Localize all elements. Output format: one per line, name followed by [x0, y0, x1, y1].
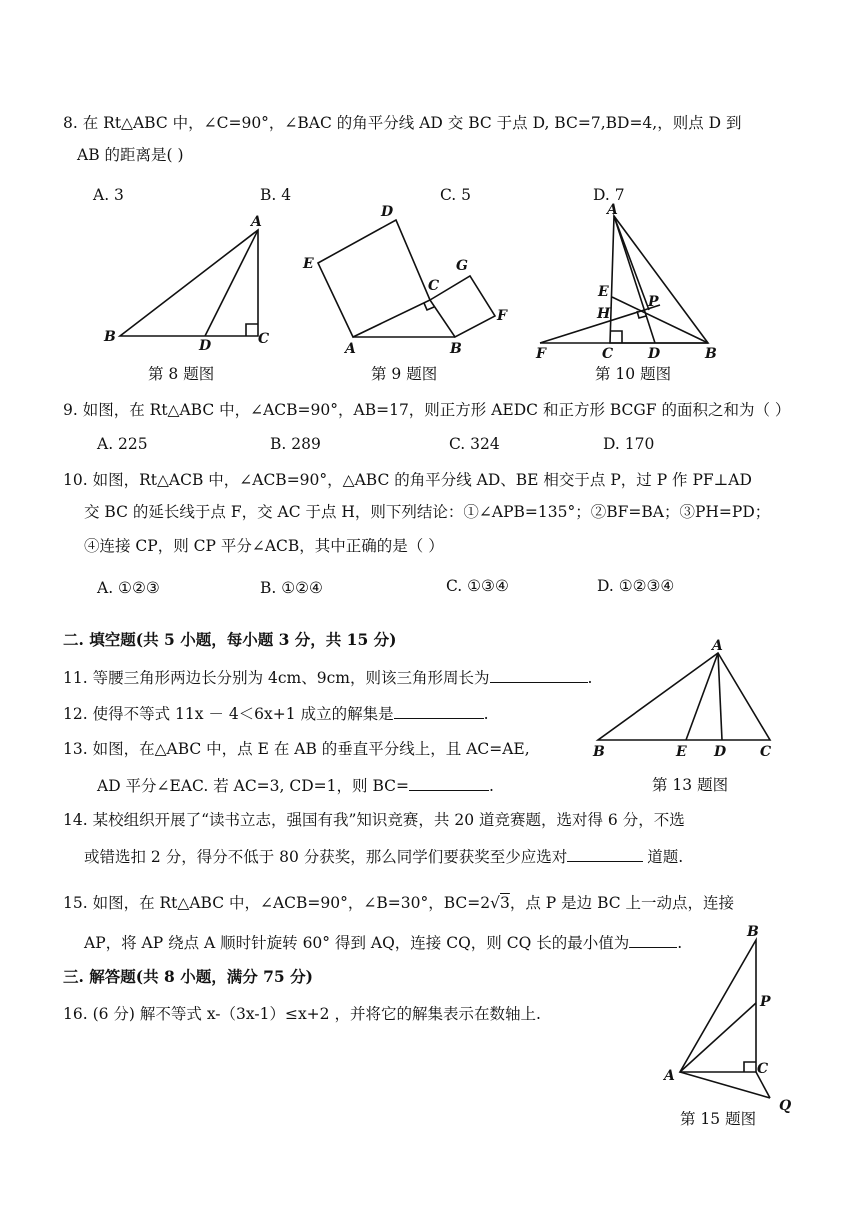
q13-line1: 13. 如图，在△ABC 中，点 E 在 AB 的垂直平分线上，且 AC=AE,	[63, 740, 530, 758]
fig8-label-a: A	[251, 214, 262, 230]
q11-text: 11. 等腰三角形两边长分别为 4cm、9cm，则该三角形周长为	[63, 669, 490, 687]
q10-line1: 10. 如图，Rt△ACB 中，∠ACB=90°，△ABC 的角平分线 AD、BE 相交于点 P，过 P 作 PF⊥AD	[63, 471, 752, 489]
fig15-label-p: P	[760, 994, 771, 1010]
q14-end: 道题.	[647, 848, 684, 866]
q13-end: .	[488, 777, 494, 795]
fig8-label-d: D	[199, 338, 212, 354]
q10-line2: 交 BC 的延长线于点 F，交 AC 于点 H，则下列结论：①∠APB=135°；②BF=BA；③PH=PD；	[84, 503, 771, 521]
fig10-label-b: B	[705, 346, 717, 362]
q15-line1: 15. 如图，在 Rt△ABC 中，∠ACB=90°，∠B=30°，BC=2√3，点 P 是边 BC 上一动点，连接	[63, 894, 735, 912]
q8-option-c: C. 5	[440, 186, 472, 204]
q10-line3: ④连接 CP，则 CP 平分∠ACB，其中正确的是（ ）	[84, 537, 444, 555]
fig8-caption: 第 8 题图	[148, 365, 215, 383]
q10-option-a: A. ①②③	[97, 579, 160, 597]
q12-end: .	[483, 705, 489, 723]
fig9-label-f: F	[497, 308, 507, 324]
fig8-label-b: B	[104, 329, 116, 345]
q16-line: 16. (6 分) 解不等式 x-（3x-1）≤x+2 ，并将它的解集表示在数轴上.	[63, 1005, 541, 1023]
fig13-caption: 第 13 题图	[652, 776, 729, 794]
q9-option-c: C. 324	[449, 435, 500, 453]
fig13-label-d: D	[714, 744, 727, 760]
fig15-label-c: C	[757, 1061, 769, 1077]
fig10-caption: 第 10 题图	[595, 365, 672, 383]
fig8-label-c: C	[258, 331, 270, 347]
fig10-label-a: A	[607, 202, 618, 218]
fig13-label-c: C	[760, 744, 772, 760]
q10-option-c: C. ①③④	[446, 577, 509, 595]
fig9-caption: 第 9 题图	[371, 365, 438, 383]
fig9-label-b: B	[450, 341, 462, 357]
fig10-label-c: C	[602, 346, 614, 362]
fig9-label-a: A	[345, 341, 356, 357]
fig15-label-a: A	[664, 1068, 675, 1084]
section-3-heading: 三. 解答题(共 8 小题，满分 75 分)	[63, 967, 313, 986]
q11-end: .	[587, 669, 593, 687]
q8-line2: AB 的距离是( )	[77, 146, 184, 164]
fig15-label-b: B	[747, 924, 759, 940]
fig13-label-a: A	[712, 638, 723, 654]
fig10-label-e: E	[598, 284, 609, 300]
fig9-label-d: D	[381, 204, 394, 220]
q9-option-a: A. 225	[97, 435, 148, 453]
q10-option-b: B. ①②④	[260, 579, 323, 597]
q9-option-d: D. 170	[603, 435, 655, 453]
q15-end: .	[677, 934, 683, 952]
section-2-heading: 二. 填空题(共 5 小题，每小题 3 分，共 15 分)	[63, 630, 397, 649]
fig15-label-q: Q	[779, 1098, 792, 1114]
q8-option-d: D. 7	[593, 186, 625, 204]
q14-line1: 14. 某校组织开展了“读书立志，强国有我”知识竞赛，共 20 道竞赛题，选对得 6 分，不选	[63, 811, 685, 829]
q14-text: 或错选扣 2 分，得分不低于 80 分获奖，那么同学们要获奖至少应选对	[84, 848, 568, 866]
fig9-label-c: C	[428, 278, 440, 294]
fig10-label-h: H	[597, 306, 611, 322]
fig15-caption: 第 15 题图	[680, 1110, 757, 1128]
fig13-label-b: B	[593, 744, 605, 760]
q8-line1: 8. 在 Rt△ABC 中，∠C=90°，∠BAC 的角平分线 AD 交 BC 于点 D, BC=7,BD=4,，则点 D 到	[63, 114, 742, 132]
q15-sqrt-value: 3	[500, 894, 510, 912]
q10-option-d: D. ①②③④	[597, 577, 675, 595]
fig13-label-e: E	[676, 744, 687, 760]
q8-option-b: B. 4	[260, 186, 292, 204]
fig10-label-d: D	[648, 346, 661, 362]
q15-text-2: AP，将 AP 绕点 A 顺时针旋转 60° 得到 AQ，连接 CQ，则 CQ 长的最小值为	[84, 934, 630, 952]
q9-option-b: B. 289	[270, 435, 321, 453]
q12-text: 12. 使得不等式 11x － 4＜6x+1 成立的解集是	[63, 705, 394, 723]
q8-option-a: A. 3	[93, 186, 124, 204]
q13-text: AD 平分∠EAC. 若 AC=3, CD=1，则 BC=	[97, 777, 409, 795]
fig10-label-p: P	[648, 294, 659, 310]
fig9-label-e: E	[303, 256, 314, 272]
q9-line1: 9. 如图，在 Rt△ABC 中，∠ACB=90°，AB=17，则正方形 AEDC 和正方形 BCGF 的面积之和为（ ）	[63, 401, 791, 419]
q15-text-b: ，点 P 是边 BC 上一动点，连接	[509, 894, 735, 912]
q15-text-a: 15. 如图，在 Rt△ABC 中，∠ACB=90°，∠B=30°，BC=2	[63, 894, 491, 912]
fig9-label-g: G	[456, 258, 468, 274]
fig10-label-f: F	[536, 346, 546, 362]
